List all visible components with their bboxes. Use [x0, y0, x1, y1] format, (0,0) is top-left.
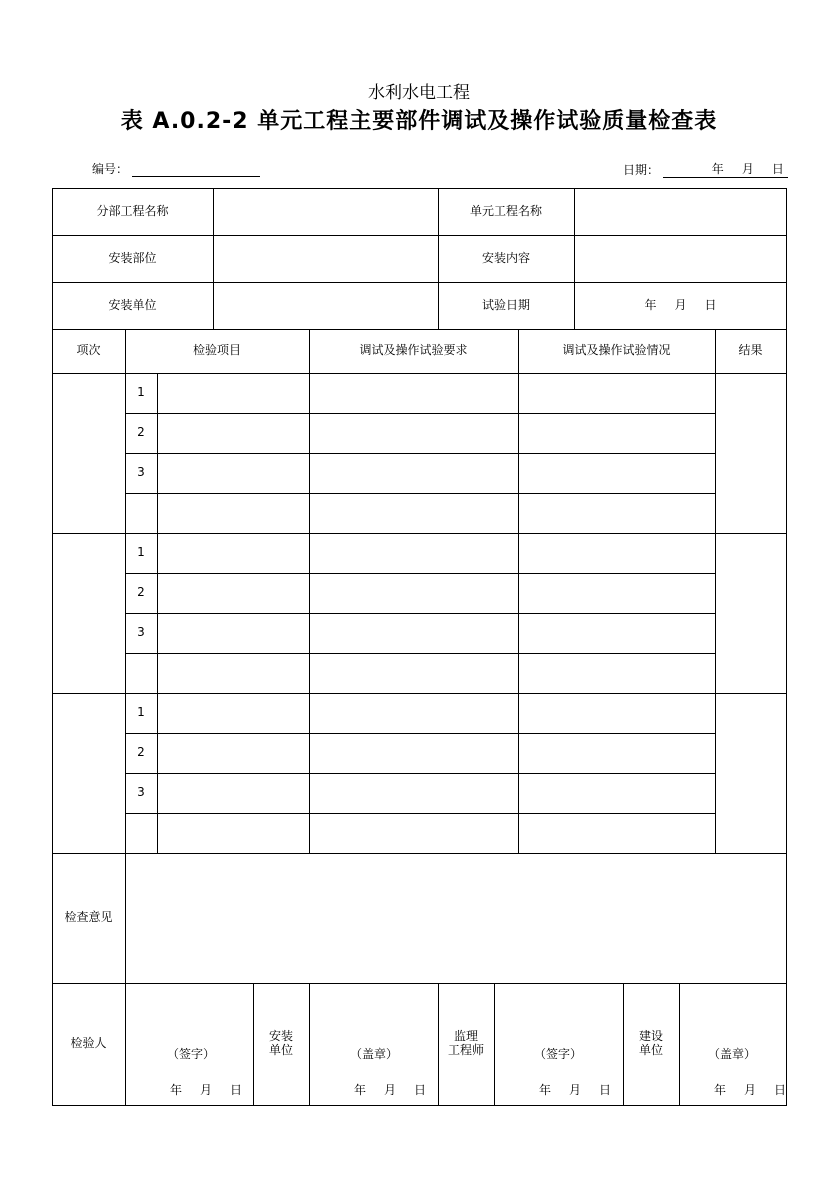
install-location-label: 安装部位	[108, 250, 157, 265]
unit-project-label: 单元工程名称	[469, 203, 542, 218]
install-unit-sign-label: 安装 单位	[268, 1029, 293, 1057]
date-month: 月	[741, 162, 754, 176]
row-number: 2	[137, 425, 145, 440]
install-unit-seal-note: （盖章）	[350, 1047, 399, 1061]
inspector-date: 年 月 日	[170, 1083, 243, 1097]
sub-project-value[interactable]	[214, 188, 438, 235]
install-unit-value[interactable]	[214, 282, 438, 329]
inspector-label: 检验人	[70, 1036, 107, 1051]
date-label: 日期：	[623, 163, 660, 177]
date-year: 年	[711, 162, 724, 176]
sub-project-label: 分部工程名称	[96, 203, 169, 218]
number-blank[interactable]	[132, 161, 260, 177]
unit-project-value[interactable]	[575, 188, 786, 235]
supervisor-sign-note: （签字）	[534, 1047, 583, 1061]
row-number: 2	[137, 585, 145, 600]
number-field	[92, 160, 260, 177]
install-location-value[interactable]	[214, 235, 438, 282]
date-blank[interactable]	[663, 160, 788, 178]
col-situation-header: 调试及操作试验情况	[562, 343, 671, 358]
owner-unit-date: 年 月 日	[714, 1083, 787, 1097]
form-subtitle: 水利水电工程	[368, 83, 470, 103]
install-unit-date: 年 月 日	[354, 1083, 427, 1097]
row-number: 3	[137, 625, 145, 640]
test-date-year: 年	[644, 297, 657, 312]
install-content-value[interactable]	[575, 235, 786, 282]
row-number: 1	[137, 385, 145, 400]
owner-unit-seal-note: （盖章）	[708, 1047, 757, 1061]
row-number: 2	[137, 745, 145, 760]
form-title: 表 A.0.2-2 单元工程主要部件调试及操作试验质量检查表	[120, 109, 718, 134]
owner-unit-label: 建设 单位	[638, 1029, 663, 1057]
row-number	[125, 653, 157, 693]
row-number: 1	[137, 545, 145, 560]
opinion-label: 检查意见	[64, 910, 113, 925]
test-date-day: 日	[704, 297, 717, 312]
row-number: 1	[137, 705, 145, 720]
date-field	[623, 160, 788, 178]
install-content-label: 安装内容	[481, 250, 530, 265]
col-requirement-header: 调试及操作试验要求	[359, 343, 468, 358]
row-number: 3	[137, 465, 145, 480]
opinion-value[interactable]	[126, 853, 786, 983]
col-result-header: 结果	[738, 343, 763, 358]
date-day: 日	[771, 162, 784, 176]
test-date-month: 月	[674, 297, 687, 312]
row-number: 3	[137, 785, 145, 800]
supervisor-label: 监理 工程师	[447, 1029, 484, 1057]
test-date-label: 试验日期	[481, 297, 530, 312]
number-label: 编号：	[92, 162, 129, 176]
row-number	[125, 813, 157, 853]
inspector-sign-note: （签字）	[167, 1047, 216, 1061]
supervisor-date: 年 月 日	[539, 1083, 612, 1097]
test-date-value[interactable]	[575, 282, 786, 329]
install-unit-label: 安装单位	[108, 297, 157, 312]
row-number	[125, 493, 157, 533]
col-item-header: 项次	[76, 343, 101, 358]
inspection-table	[52, 188, 787, 1106]
col-inspection-item-header: 检验项目	[192, 343, 241, 358]
